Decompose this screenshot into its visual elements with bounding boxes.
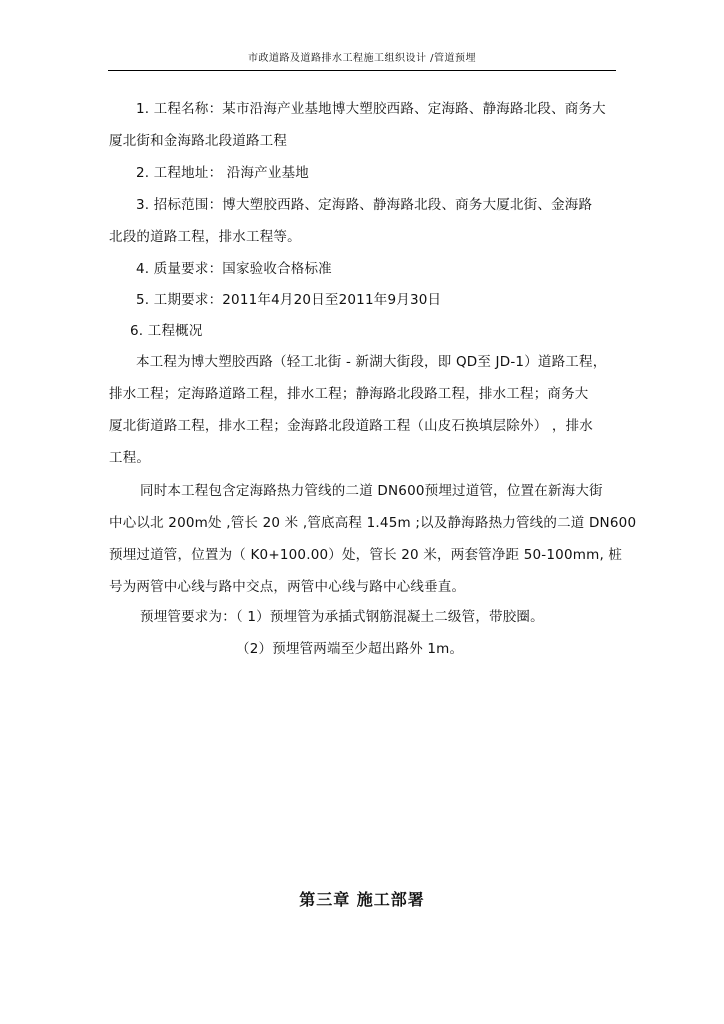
pipe-requirement-line-2: （2）预埋管两端至少超出路外 1m。 xyxy=(236,641,464,657)
text-line-item-1-b: 厦北街和金海路北段道路工程 xyxy=(109,133,288,149)
text-line-item-6: 6. 工程概况 xyxy=(130,323,203,339)
pipe-requirement-line-1: 预埋管要求为：（ 1）预埋管为承插式钢筋混凝土二级管，带胶圈。 xyxy=(140,609,544,625)
text-line-item-3-b: 北段的道路工程，排水工程等。 xyxy=(109,229,301,245)
paragraph-overview-line-4: 工程。 xyxy=(109,450,151,466)
paragraph-overview-line-1: 本工程为博大塑胶西路（轻工北街 - 新湖大街段，即 QD至 JD-1）道路工程， xyxy=(136,354,607,370)
page-header: 市政道路及道路排水工程施工组织设计 /管道预埋 xyxy=(108,48,616,71)
text-line-item-1-a: 1. 工程名称：某市沿海产业基地博大塑胶西路、定海路、静海路北段、商务大 xyxy=(136,101,606,117)
text-line-item-2: 2. 工程地址： 沿海产业基地 xyxy=(136,165,309,181)
text-line-item-3-a: 3. 招标范围：博大塑胶西路、定海路、静海路北段、商务大厦北街、金海路 xyxy=(136,197,593,213)
chapter-title: 第三章 施工部署 xyxy=(299,890,425,909)
text-line-item-4: 4. 质量要求：国家验收合格标准 xyxy=(136,261,332,277)
text-line-item-5: 5. 工期要求：2011年4月20日至2011年9月30日 xyxy=(136,292,442,308)
paragraph-overview-line-3: 厦北街道路工程，排水工程；金海路北段道路工程（山皮石换填层除外） ，排水 xyxy=(109,418,593,434)
paragraph-pipe-line-1: 同时本工程包含定海路热力管线的二道 DN600预埋过道管，位置在新海大街 xyxy=(140,483,603,499)
paragraph-overview-line-2: 排水工程；定海路道路工程，排水工程；静海路北段路工程，排水工程；商务大 xyxy=(109,386,589,402)
paragraph-pipe-line-4: 号为两管中心线与路中交点，两管中心线与路中心线垂直。 xyxy=(109,579,466,595)
paragraph-pipe-line-3: 预埋过道管，位置为（ K0+100.00）处，管长 20 米，两套管净距 50-100mm, 桩 xyxy=(109,547,623,563)
paragraph-pipe-line-2: 中心以北 200m处 ,管长 20 米 ,管底高程 1.45m ;以及静海路热力管线的二道 DN600 xyxy=(109,515,637,531)
